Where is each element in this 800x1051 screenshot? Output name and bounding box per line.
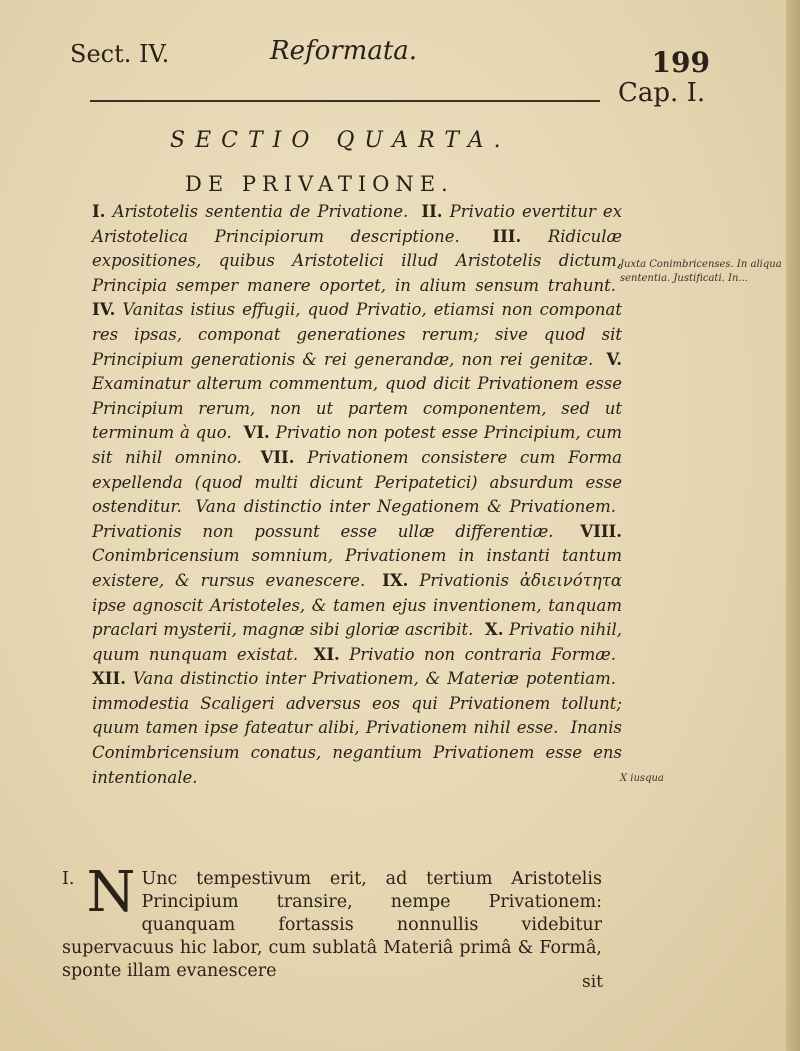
summary-item: immodestia Scaligeri adversus eos qui Privationem tollunt; quum tamen ipse fateatur alibi, Privationem nihil esse. xyxy=(92,693,622,738)
handwritten-margin-note: Juxta Conimbricenses. In aliqua sententia. Justificati. In... xyxy=(620,259,782,284)
running-title: Reformata. xyxy=(270,36,418,66)
summary-item: VI. Privatio non potest esse Principium, cum sit nihil omnino. xyxy=(92,423,622,467)
summary-item: Inanis Conimbricensium conatus, negantium Privationem esse ens intentionale. xyxy=(92,718,622,787)
drop-cap: N xyxy=(86,860,136,925)
summary-item: II. Privatio evertitur ex Aristotelica Principiorum descriptione. xyxy=(92,202,623,246)
summary-item: III. Ridiculæ expositiones, quibus Aristotelici illud Aristotelis dictum, Principia semper manere oportet, in alium sensum trahunt. xyxy=(92,226,623,295)
paragraph-number: I. xyxy=(62,869,75,889)
summary-item: I. Aristotelis sententia de Privatione. xyxy=(92,202,409,221)
summary-item: Vana distinctio inter Negationem & Privationem. xyxy=(195,497,616,517)
page-edge xyxy=(786,0,800,1051)
summary-item: X. Privatio nihil, quum nunquam existat. xyxy=(92,620,623,664)
body-text: Unc tempestivum erit, ad tertium Aristotelis Principium transire, nempe Privationem: quanquam fortassis nonnullis videbitur supervacuus hic labor, cum sublatâ Materiâ primâ & Formâ, sponte illam evanescere xyxy=(62,869,602,981)
handwritten-margin-note: X iusqua xyxy=(620,773,664,784)
summary-paragraph xyxy=(92,200,622,790)
summary-item: V. Examinatur alterum commentum, quod dicit Privationem esse Principium rerum, non ut partem componentem, sed ut terminum à quo. xyxy=(92,349,622,443)
summary-item: XII. Vana distinctio inter Privationem, & Materiæ potentiam. xyxy=(92,669,616,689)
summary-item: VII. Privationem consistere cum Forma expellenda (quod multi dicunt Peripatetici) absurdum esse ostenditur. xyxy=(92,447,622,517)
summary-item: XI. Privatio non contraria Formæ. xyxy=(313,644,616,664)
chapter-label: Cap. I. xyxy=(618,78,706,108)
running-header xyxy=(70,36,710,79)
body-paragraph xyxy=(62,860,602,983)
catchword: sit xyxy=(582,972,603,992)
summary-item: VIII. Conimbricensium somnium, Privationem in instanti tantum existere, & rursus evanescere. xyxy=(92,521,622,590)
page-number: 199 xyxy=(651,46,710,79)
summary-item: IX. Privationis ἀδιεινότητα ipse agnoscit Aristoteles, & tamen ejus inventionem, tanquam praclari mysterii, magnæ sibi gloriæ ascribit. xyxy=(92,570,622,640)
summary-item: IV. Vanitas istius effugii, quod Privatio, etiamsi non componat res ipsas, componat generationes rerum; sive quod sit Principium generationis & rei generandæ, non rei genitæ. xyxy=(92,300,622,369)
section-subtitle: DE PRIVATIONE. xyxy=(185,172,454,196)
header-rule xyxy=(90,100,600,102)
summary-item: Privationis non possunt esse ullæ differentiæ. xyxy=(92,521,554,541)
section-heading: SECTIO QUARTA. xyxy=(170,128,511,153)
section-label: Sect. IV. xyxy=(70,40,170,68)
